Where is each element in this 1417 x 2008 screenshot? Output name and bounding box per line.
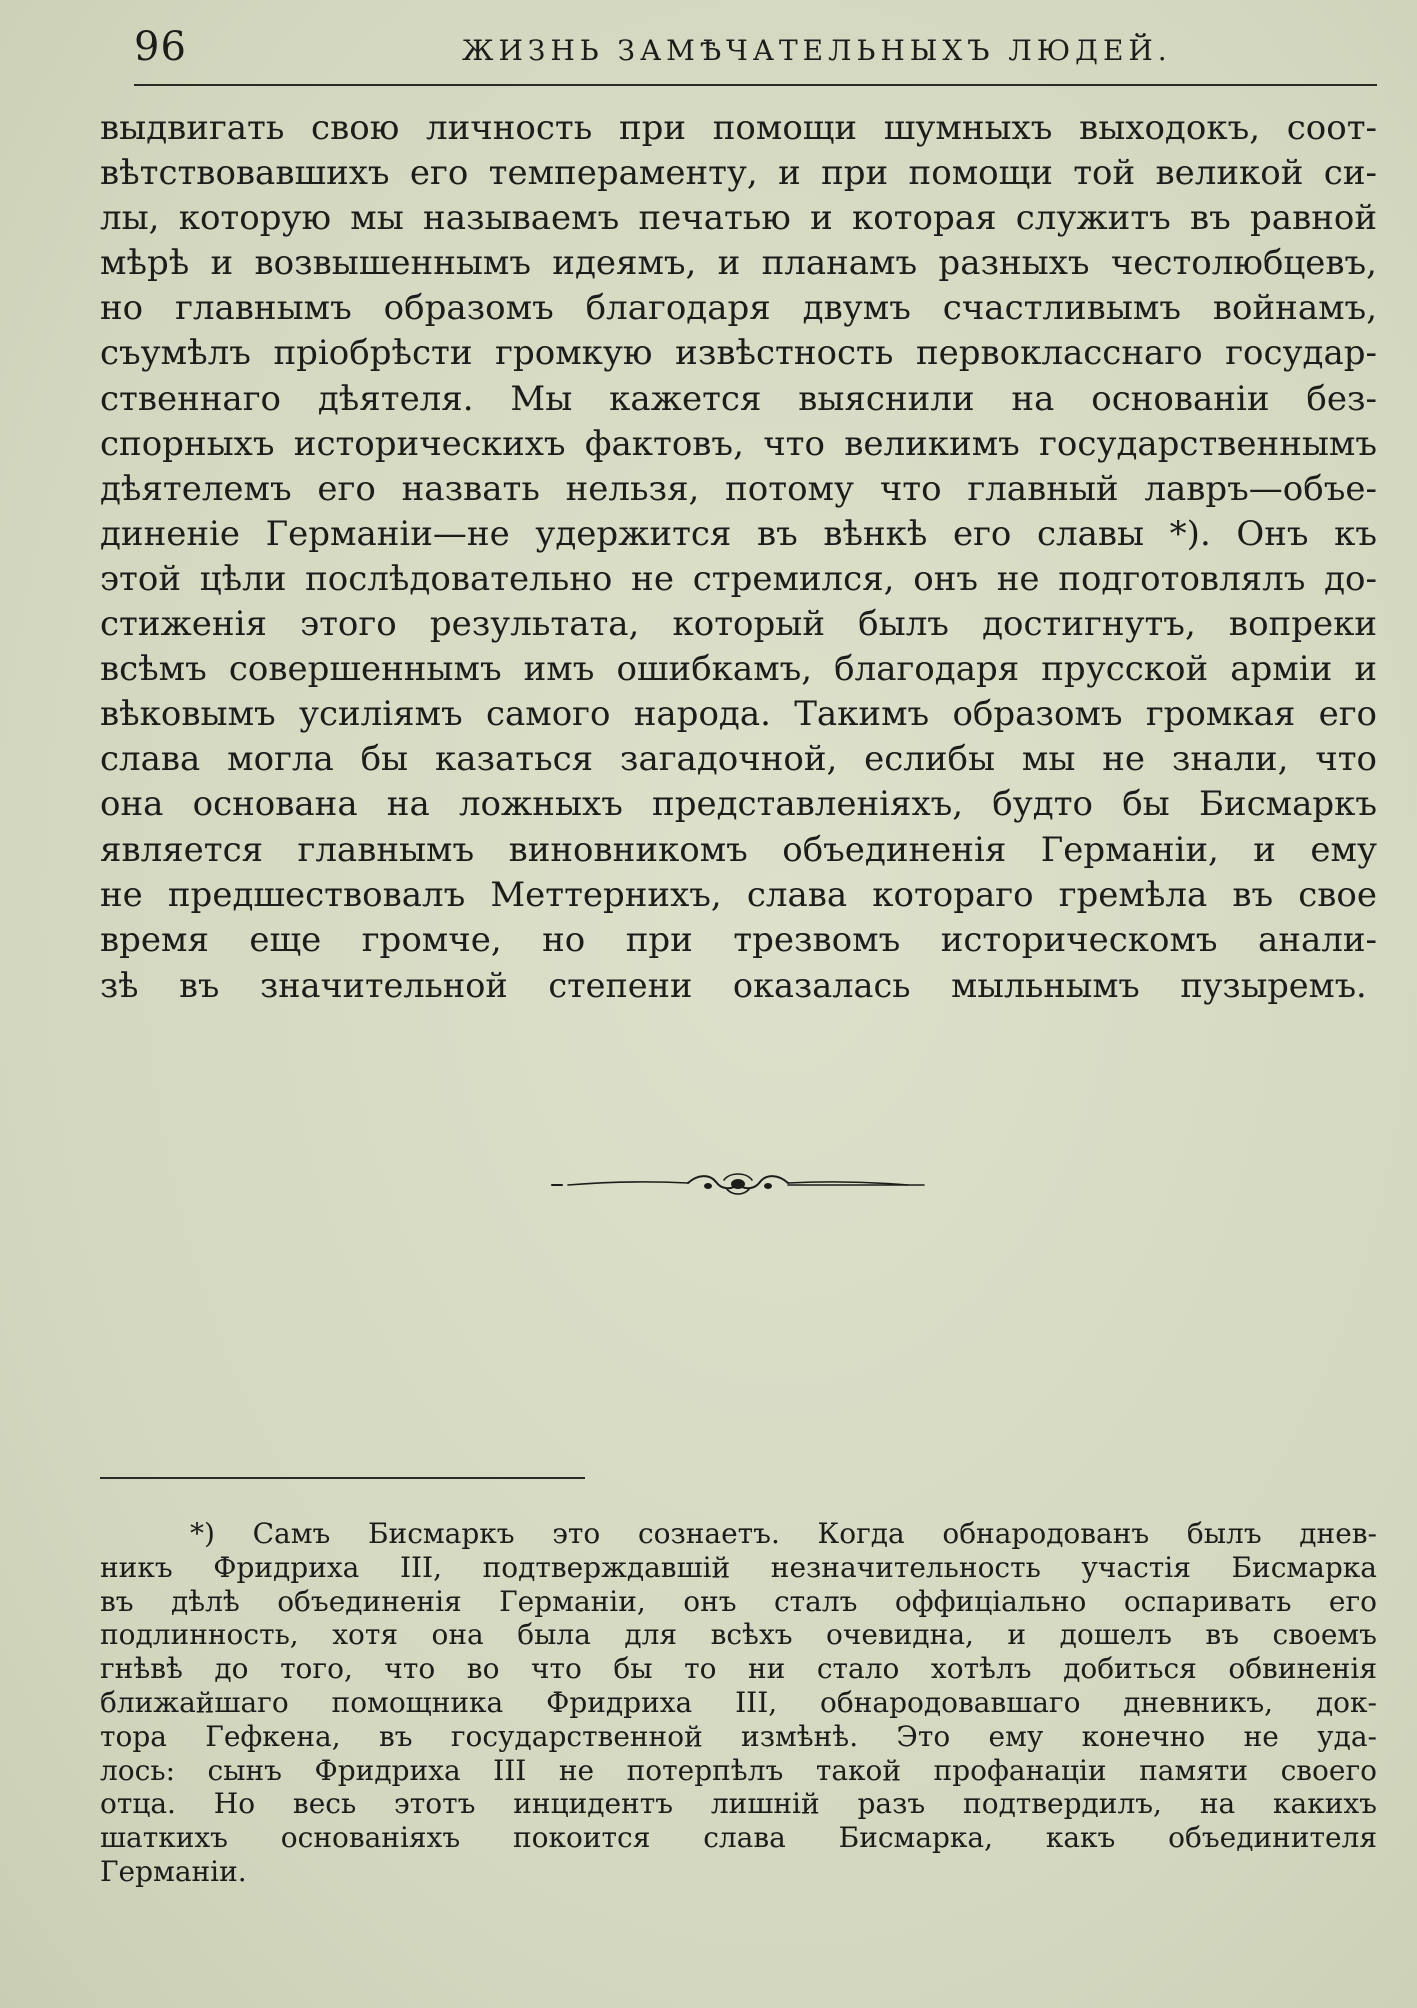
footnote-line: Германіи. [100, 1854, 247, 1888]
text-line: диненіе Германіи—не удержится въ вѣнкѣ его славы *). Онъ къ [100, 513, 1377, 554]
text-line: мѣрѣ и возвышеннымъ идеямъ, и планамъ разныхъ честолюбцевъ, [100, 243, 1377, 284]
page-number: 96 [134, 24, 187, 70]
footnote-line: никъ Фридриха III, подтверждавшій незначительность участія Бисмарка [100, 1550, 1377, 1584]
text-line: вѣковымъ усиліямъ самого народа. Такимъ образомъ громкая его [100, 694, 1377, 735]
ornament-divider-icon [548, 1170, 928, 1200]
running-title: ЖИЗНЬ ЗАМѢЧАТЕЛЬНЫХЪ ЛЮДЕЙ. [462, 34, 1172, 67]
text-line: спорныхъ историческихъ фактовъ, что великимъ государственнымъ [100, 423, 1377, 464]
footnote-line: въ дѣлѣ объединенія Германіи, онъ сталъ оффиціально оспаривать его [100, 1584, 1377, 1618]
text-line: дѣятелемъ его назвать нельзя, потому что главный лавръ—объе- [100, 468, 1377, 509]
footnote-line: ближайшаго помощника Фридриха III, обнародовавшаго дневникъ, док- [100, 1685, 1377, 1719]
text-line: ственнаго дѣятеля. Мы кажется выяснили на основаніи без- [100, 378, 1377, 419]
text-line: этой цѣли послѣдовательно не стремился, онъ не подготовлялъ до- [100, 558, 1377, 599]
text-line: стиженія этого результата, который былъ достигнутъ, вопреки [100, 604, 1377, 645]
footnote [100, 1517, 1377, 1889]
footnote-line: лось: сынъ Фридриха III не потерпѣлъ такой профанаціи памяти своего [100, 1753, 1377, 1787]
text-line: выдвигать свою личность при помощи шумныхъ выходокъ, соот- [100, 108, 1377, 148]
footnote-line: подлинность, хотя она была для всѣхъ очевидна, и дошелъ въ своемъ [100, 1618, 1377, 1652]
footnote-line: тора Гефкена, въ государственной измѣнѣ. Это ему конечно не уда- [100, 1719, 1377, 1753]
text-line: вѣтствовавшихъ его темпераменту, и при помощи той великой си- [100, 153, 1377, 194]
main-paragraph [100, 106, 1377, 1008]
text-line: всѣмъ совершеннымъ имъ ошибкамъ, благодаря прусской арміи и [100, 649, 1377, 690]
text-line: время еще громче, но при трезвомъ историческомъ анали- [100, 919, 1377, 960]
footnote-line: гнѣвѣ до того, что во что бы то ни стало хотѣлъ добиться обвиненія [100, 1652, 1377, 1686]
footnote-line: отца. Но весь этотъ инцидентъ лишній разъ подтвердилъ, на какихъ [100, 1787, 1377, 1821]
footnote-line: *) Самъ Бисмаркъ это сознаетъ. Когда обнародованъ былъ днев- [190, 1517, 1377, 1550]
text-line: не предшествовалъ Меттернихъ, слава котораго гремѣла въ свое [100, 874, 1377, 915]
text-line: она основана на ложныхъ представленіяхъ, будто бы Бисмаркъ [100, 784, 1377, 825]
footnote-divider [100, 1477, 585, 1479]
text-line: лы, которую мы называемъ печатью и которая служитъ въ равной [100, 198, 1377, 239]
page-header [134, 18, 1377, 86]
text-line: слава могла бы казаться загадочной, еслибы мы не знали, что [100, 739, 1377, 780]
text-line: но главнымъ образомъ благодаря двумъ счастливымъ войнамъ, [100, 288, 1377, 329]
text-line: зѣ въ значительной степени оказалась мыльнымъ пузыремъ. [100, 965, 1367, 1005]
text-line: съумѣлъ пріобрѣсти громкую извѣстность первокласснаго государ- [100, 333, 1377, 374]
text-line: является главнымъ виновникомъ объединенія Германіи, и ему [100, 829, 1377, 870]
footnote-line: шаткихъ основаніяхъ покоится слава Бисмарка, какъ объединителя [100, 1821, 1377, 1855]
